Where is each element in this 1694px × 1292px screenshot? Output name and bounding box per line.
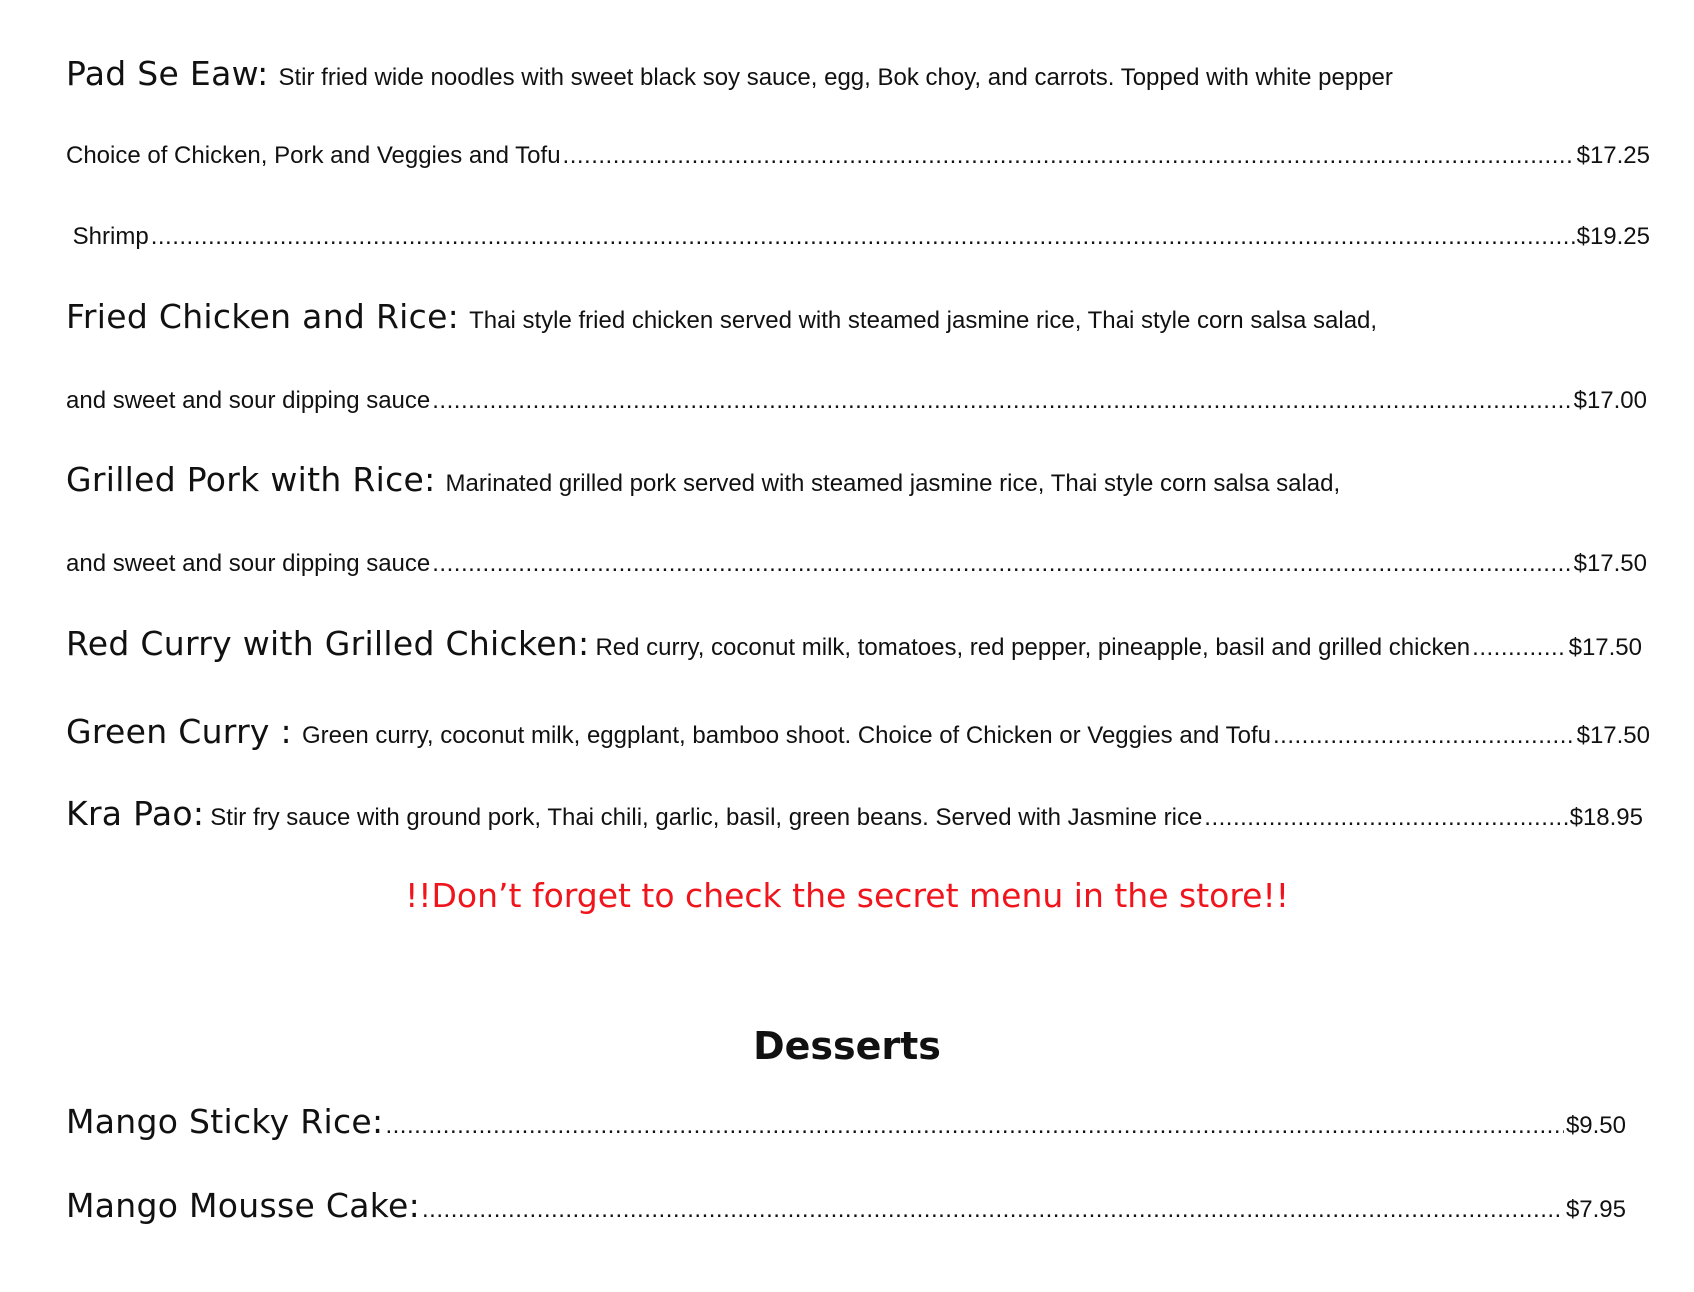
dot-leader xyxy=(432,550,1571,578)
price: $9.50 xyxy=(1565,1112,1626,1139)
item-name: Kra Pao: xyxy=(66,794,205,833)
menu-item-red-curry xyxy=(66,624,1642,663)
price: $17.25 xyxy=(1576,142,1650,169)
dot-leader xyxy=(1273,722,1575,750)
price: $18.95 xyxy=(1569,804,1643,831)
dot-leader xyxy=(432,387,1571,415)
item-name: Mango Mousse Cake: xyxy=(66,1186,421,1225)
item-name: Red Curry with Grilled Chicken: xyxy=(66,624,590,663)
secret-menu-notice: !!Don’t forget to check the secret menu in the store!! xyxy=(405,876,1289,915)
item-name: Grilled Pork with Rice: xyxy=(66,460,436,499)
dessert-item-mango-mousse-cake xyxy=(66,1186,1626,1225)
section-title-desserts: Desserts xyxy=(753,1024,941,1068)
menu-item-pad-se-eaw xyxy=(66,54,1393,93)
option-label: and sweet and sour dipping sauce xyxy=(66,387,431,414)
price: $19.25 xyxy=(1576,223,1650,250)
dot-leader xyxy=(1204,804,1567,832)
dot-leader xyxy=(422,1196,1564,1224)
item-name: Fried Chicken and Rice: xyxy=(66,297,460,336)
price: $17.50 xyxy=(1576,722,1650,749)
item-description: Red curry, coconut milk, tomatoes, red pepper, pineapple, basil and grilled chicken xyxy=(595,634,1471,661)
dot-leader xyxy=(1472,634,1566,662)
item-description: Stir fried wide noodles with sweet black soy sauce, egg, Bok choy, and carrots. Topped with white pepper xyxy=(278,64,1393,91)
item-name: Mango Sticky Rice: xyxy=(66,1102,384,1141)
option-label: and sweet and sour dipping sauce xyxy=(66,550,431,577)
menu-item-grilled-pork-rice xyxy=(66,460,1340,499)
dot-leader xyxy=(385,1112,1563,1140)
option-row-fried-chicken xyxy=(66,387,1647,415)
option-row-grilled-pork xyxy=(66,550,1647,578)
menu-item-fried-chicken-rice xyxy=(66,297,1377,336)
item-description: Green curry, coconut milk, eggplant, bamboo shoot. Choice of Chicken or Veggies and Tofu xyxy=(301,722,1271,749)
item-description: Thai style fried chicken served with steamed jasmine rice, Thai style corn salsa salad, xyxy=(469,307,1378,334)
price: $17.50 xyxy=(1568,634,1642,661)
menu-item-kra-pao xyxy=(66,794,1643,833)
item-description: Marinated grilled pork served with steamed jasmine rice, Thai style corn salsa salad, xyxy=(445,470,1341,497)
dot-leader xyxy=(563,142,1575,170)
option-row-chicken-pork-tofu xyxy=(66,142,1650,170)
dessert-item-mango-sticky-rice xyxy=(66,1102,1626,1141)
item-name: Pad Se Eaw: xyxy=(66,54,269,93)
price: $17.50 xyxy=(1573,550,1647,577)
menu-item-green-curry xyxy=(66,712,1650,751)
price: $17.00 xyxy=(1573,387,1647,414)
dot-leader xyxy=(151,223,1575,251)
option-label: Shrimp xyxy=(66,223,149,250)
option-label: Choice of Chicken, Pork and Veggies and Tofu xyxy=(66,142,561,169)
item-name: Green Curry : xyxy=(66,712,292,751)
item-description: Stir fry sauce with ground pork, Thai chili, garlic, basil, green beans. Served with Jasmine rice xyxy=(210,804,1203,831)
price: $7.95 xyxy=(1565,1196,1626,1223)
option-row-shrimp xyxy=(66,223,1650,251)
